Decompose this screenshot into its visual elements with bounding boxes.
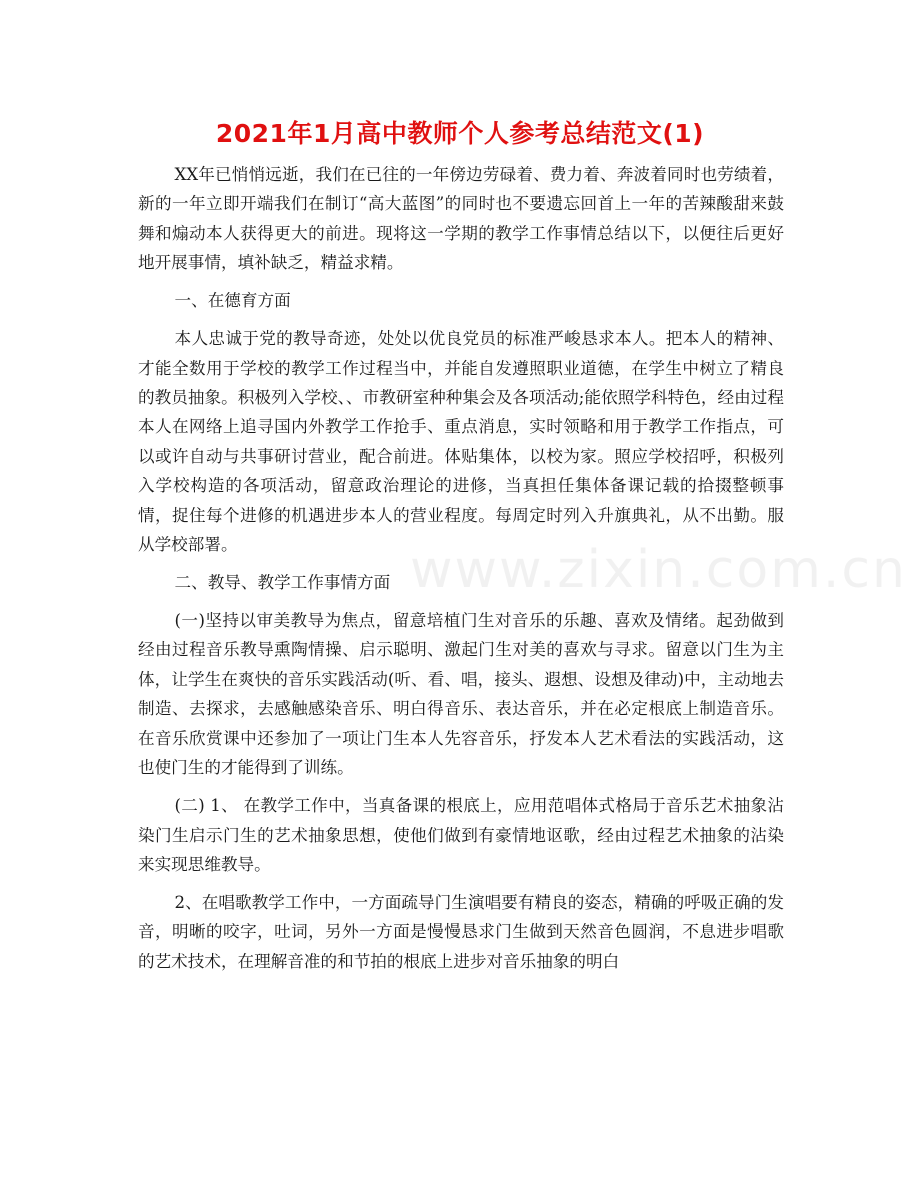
paragraph-lesson-preparation: (二) 1、 在教学工作中，当真备课的根底上，应用范唱体式格局于音乐艺术抽象沾染门生启示门生的艺术抽象思想，使他们做到有豪情地讴歌，经由过程艺术抽象的沾染来实现思维教导。: [138, 796, 784, 874]
paragraph-aesthetic-education: (一)坚持以审美教导为焦点，留意培植门生对音乐的乐趣、喜欢及情绪。起劲做到经由过程音乐教导熏陶情操、启示聪明、激起门生对美的喜欢与寻求。留意以门生为主体，让学生在爽快的音乐实践活动(听、看、唱，接头、遐想、设想及律动)中，主动地去制造、去探求，去感触感染音乐、明白得音乐、表达音乐，并在必定根底上制造音乐。在音乐欣赏课中还参加了一项让门生本人先容音乐，抒发本人艺术看法的实践活动，这也使门生的才能得到了训练。: [138, 611, 784, 778]
section-heading-teaching-work: 二、教导、教学工作事情方面: [174, 573, 391, 593]
document-body: [138, 160, 784, 985]
paragraph-moral-education: 本人忠诚于党的教导奇迹，处处以优良党员的标准严峻恳求本人。把本人的精神、才能全数用于学校的教学工作过程当中，并能自发遵照职业道德，在学生中树立了精良的教员抽象。积极列入学校、、市教研室种种集会及各项活动;能依照学科特色，经由过程本人在网络上追寻国内外教学工作抢手、重点消息，实时领略和用于教学工作指点，可以或许自动与共事研讨营业，配合前进。体贴集体，以校为家。照应学校招呼，积极列入学校构造的各项活动，留意政治理论的进修，当真担任集体备课记载的拾掇整顿事情，捉住每个进修的机遇进步本人的营业程度。每周定时列入升旗典礼，从不出勤。服从学校部署。: [138, 329, 784, 555]
paragraph-intro: XX年已悄悄远逝，我们在已往的一年傍边劳碌着、费力着、奔波着同时也劳绩着，新的一年立即开端我们在制订“高大蓝图”的同时也不要遗忘回首上一年的苦辣酸甜来鼓舞和煽动本人获得更大的前进。现将这一学期的教学工作事情总结以下，以便往后更好地开展事情，填补缺乏，精益求精。: [138, 165, 784, 273]
section-heading-moral-education: 一、在德育方面: [174, 291, 291, 311]
paragraph-singing-teaching: 2、在唱歌教学工作中，一方面疏导门生演唱要有精良的姿态，精确的呼吸正确的发音，明晰的咬字，吐词，另外一方面是慢慢恳求门生做到天然音色圆润，不息进步唱歌的艺术技术，在理解音准的和节拍的根底上进步对音乐抽象的明白: [138, 892, 784, 971]
watermark-text: www.zixin.com.cn: [410, 540, 907, 600]
document-title: 2021年1月高中教师个人参考总结范文(1): [215, 119, 705, 148]
